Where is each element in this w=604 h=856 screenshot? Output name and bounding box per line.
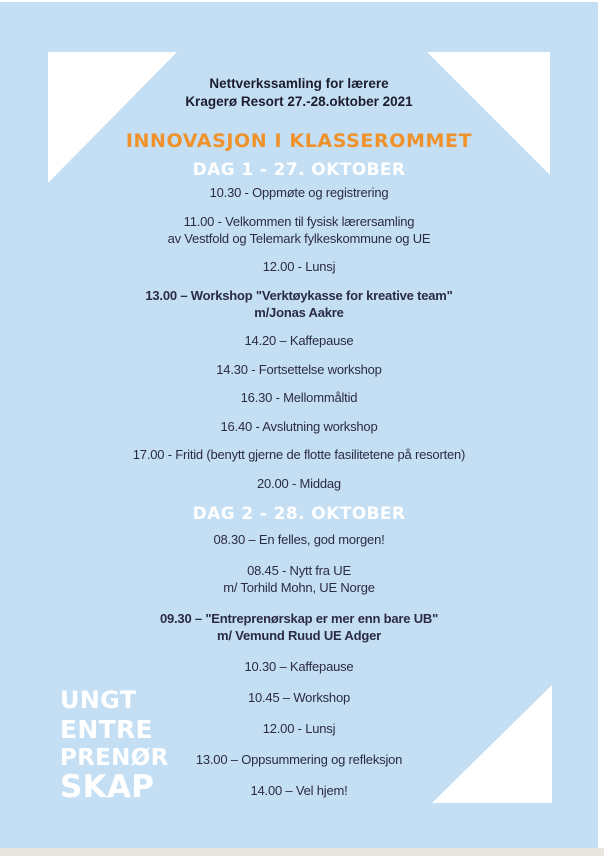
flyer-content	[0, 2, 598, 813]
schedule-entry-line: 10.30 – Kaffepause	[244, 659, 354, 674]
schedule-entry-line: 14.20 – Kaffepause	[244, 333, 354, 348]
event-location-date: Kragerø Resort 27.-28.oktober 2021	[185, 94, 413, 109]
schedule-entry-line: 20.00 - Middag	[257, 475, 341, 491]
schedule-entry-line: 13.00 – Workshop "Verktøykasse for kreative team"	[145, 287, 453, 303]
schedule-entry-line: m/Jonas Aakre	[254, 304, 344, 320]
schedule-entry-line: 10.45 – Workshop	[247, 690, 351, 705]
flyer-background	[0, 2, 598, 848]
schedule-entry	[0, 332, 598, 349]
logo-line: UNGT	[60, 686, 137, 714]
day1-schedule	[0, 184, 598, 492]
schedule-entry-line: m/ Vemund Ruud UE Adger	[217, 628, 381, 643]
schedule-entry-line: 13.00 – Oppsummering og refleksjon	[195, 752, 403, 767]
event-header	[0, 75, 598, 111]
schedule-entry-line: 10.30 - Oppmøte og registrering	[209, 185, 389, 200]
schedule-entry-line: 16.30 - Mellommåltid	[240, 390, 358, 405]
schedule-entry	[0, 389, 598, 406]
schedule-entry-line: 12.00 - Lunsj	[262, 259, 336, 274]
schedule-entry	[0, 418, 598, 435]
schedule-entry	[0, 287, 598, 321]
schedule-entry	[0, 258, 598, 275]
schedule-entry	[0, 610, 598, 644]
schedule-entry-line: m/ Torhild Mohn, UE Norge	[223, 580, 375, 595]
schedule-entry-line: 12.00 - Lunsj	[262, 721, 336, 736]
schedule-entry-line: 17.00 - Fritid (benytt gjerne de flotte fasilitetene på resorten)	[132, 447, 466, 462]
schedule-entry-line: 09.30 – "Entreprenørskap er mer enn bare UB"	[159, 611, 439, 626]
schedule-entry	[0, 689, 598, 706]
logo-line: ENTRE	[60, 715, 153, 744]
schedule-entry-line: 11.00 - Velkommen til fysisk lærersamling	[183, 213, 415, 229]
schedule-entry	[0, 531, 598, 548]
schedule-entry	[0, 720, 598, 737]
logo-line: SKAP	[60, 769, 155, 805]
schedule-entry	[0, 782, 598, 799]
day2-schedule	[0, 531, 598, 799]
schedule-entry	[0, 184, 598, 201]
schedule-entry	[0, 751, 598, 768]
schedule-entry	[0, 475, 598, 492]
logo-line: PRENØR	[60, 745, 169, 771]
schedule-entry	[0, 446, 598, 463]
schedule-entry-line: 16.40 - Avslutning workshop	[220, 418, 378, 434]
schedule-entry	[0, 562, 598, 596]
schedule-entry-line: 08.30 – En felles, god morgen!	[213, 532, 385, 547]
schedule-entry-line: 14.30 - Fortsettelse workshop	[216, 361, 382, 377]
schedule-entry	[0, 658, 598, 675]
schedule-entry	[0, 361, 598, 378]
schedule-entry-line: 14.00 – Vel hjem!	[250, 783, 348, 798]
page-title: INNOVASJON I KLASSEROMMET	[125, 130, 473, 152]
day1-heading: DAG 1 - 27. OKTOBER	[192, 160, 406, 180]
schedule-entry-line: av Vestfold og Telemark fylkeskommune og UE	[167, 230, 431, 246]
page-bottom-margin	[0, 848, 604, 856]
event-name: Nettverkssamling for lærere	[209, 76, 389, 91]
schedule-entry	[0, 213, 598, 247]
schedule-entry-line: 08.45 - Nytt fra UE	[247, 563, 351, 578]
day2-heading: DAG 2 - 28. OKTOBER	[192, 504, 406, 524]
